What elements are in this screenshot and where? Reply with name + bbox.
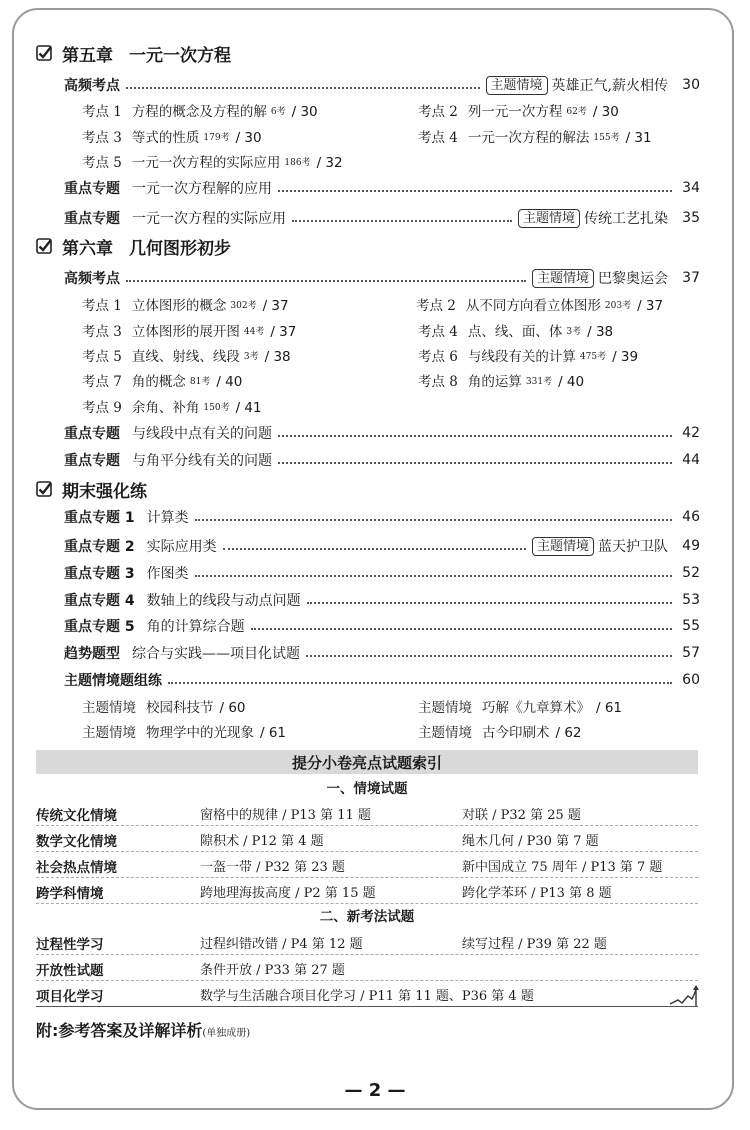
checkbox-icon [36, 481, 52, 497]
toc-title: 一元一次方程解的应用 [132, 181, 272, 197]
scene-title: 物理学中的光现象 [146, 725, 254, 741]
kp-count: 186考 [284, 158, 311, 168]
theme-badge: 主题情境 [532, 537, 594, 556]
index-item: 数学与生活融合项目化学习 / P11 第 11 题、P36 第 4 题 [200, 989, 534, 1004]
leader-dots [126, 87, 480, 89]
toc-row-final-4[interactable] [64, 589, 700, 611]
kp-ch6-4[interactable] [418, 320, 613, 340]
leader-dots [223, 548, 526, 550]
scene-page: / 62 [555, 725, 582, 741]
index-item: 窗格中的规律 / P13 第 11 题 [200, 808, 371, 823]
kp-count: 150考 [203, 403, 230, 413]
kp-ch5-2[interactable] [418, 100, 619, 120]
index-row[interactable] [36, 852, 698, 878]
leader-dots [195, 519, 672, 521]
index-section-1-heading: 一、情境试题 [326, 781, 408, 797]
kp-page: / 39 [612, 349, 639, 365]
chapter-title: 期末强化练 [62, 481, 147, 502]
chapter-title: 一元一次方程 [129, 45, 231, 66]
toc-label: 重点专题 [64, 211, 120, 227]
index-item: 一盔一带 / P32 第 23 题 [200, 860, 345, 875]
kp-label: 考点 3 [82, 324, 122, 340]
toc-title: 与角平分线有关的问题 [132, 453, 272, 469]
kp-count: 6考 [270, 107, 286, 117]
index-item: 对联 / P32 第 25 题 [462, 808, 581, 823]
index-section-2-heading: 二、新考法试题 [319, 909, 415, 925]
theme-text: 传统工艺扎染 [584, 211, 668, 227]
kp-count: 179考 [203, 133, 230, 143]
leader-dots [126, 280, 526, 282]
kp-count: 331考 [525, 377, 553, 387]
theme-text: 蓝天护卫队 [598, 539, 668, 555]
kp-ch6-8[interactable] [418, 370, 584, 390]
kp-count: 475考 [579, 352, 607, 362]
kp-page: / 31 [625, 130, 652, 146]
toc-title: 角的计算综合题 [146, 619, 245, 635]
kp-ch6-9[interactable] [82, 396, 262, 416]
index-row[interactable] [36, 955, 698, 981]
toc-row-final-5[interactable] [64, 615, 700, 637]
toc-title: 数轴上的线段与动点问题 [146, 593, 301, 609]
kp-title: 立体图形的展开图 [131, 324, 240, 340]
toc-page: 53 [682, 592, 700, 608]
kp-title: 直线、射线、线段 [131, 349, 240, 365]
index-category: 传统文化情境 [36, 808, 117, 824]
toc-page: 52 [682, 565, 700, 581]
toc-row-ch6-zt1[interactable] [64, 422, 700, 444]
index-category: 社会热点情境 [36, 860, 117, 876]
kp-title: 角的概念 [131, 374, 186, 390]
kp-label: 考点 6 [418, 349, 458, 365]
chapter-5-heading [36, 40, 231, 66]
toc-page: 42 [682, 425, 700, 441]
kp-label: 考点 8 [418, 374, 458, 390]
scene-3[interactable] [82, 721, 286, 741]
scene-title: 巧解《九章算术》 [482, 700, 590, 716]
toc-label: 趋势题型 [64, 646, 120, 662]
toc-page: 55 [682, 618, 700, 634]
chapter-number: 第六章 [62, 238, 113, 259]
kp-count: 155考 [593, 133, 620, 143]
kp-ch5-5[interactable] [82, 151, 343, 171]
toc-label: 重点专题 1 [64, 510, 135, 526]
appendix-note [36, 1018, 250, 1041]
kp-title: 立体图形的概念 [131, 298, 227, 314]
toc-page: 49 [682, 538, 700, 554]
page-number: — 2 — [344, 1080, 406, 1101]
index-item: 绳木几何 / P30 第 7 题 [462, 834, 599, 849]
kp-title: 从不同方向看立体图形 [465, 298, 601, 314]
kp-label: 考点 5 [82, 349, 122, 365]
kp-count: 3考 [566, 327, 582, 337]
index-category: 过程性学习 [36, 937, 104, 953]
final-review-heading [36, 476, 147, 502]
kp-label: 考点 3 [82, 130, 122, 146]
scene-label: 主题情境 [418, 725, 472, 741]
kp-title: 一元一次方程的实际应用 [131, 155, 281, 171]
toc-page: 57 [682, 645, 700, 661]
appendix-sub: (单独成册) [202, 1028, 251, 1039]
scene-title: 校园科技节 [146, 700, 214, 716]
kp-ch6-6[interactable] [418, 345, 638, 365]
leader-dots [278, 462, 672, 464]
kp-page: / 37 [262, 298, 289, 314]
kp-page: / 38 [587, 324, 614, 340]
toc-title: 综合与实践——项目化试题 [132, 646, 300, 662]
theme-text: 巴黎奥运会 [598, 271, 668, 287]
index-category: 跨学科情境 [36, 886, 104, 902]
toc-label: 重点专题 [64, 453, 120, 469]
kp-count: 62考 [566, 107, 587, 117]
kp-title: 点、线、面、体 [467, 324, 563, 340]
index-row[interactable] [36, 981, 698, 1007]
leader-dots [251, 628, 672, 630]
toc-page: 46 [682, 509, 700, 525]
kp-ch6-1[interactable] [82, 294, 289, 314]
kp-label: 考点 1 [82, 104, 122, 120]
theme-text: 英雄正气,薪火相传 [551, 78, 668, 94]
toc-row-final-6[interactable] [64, 642, 700, 664]
kp-ch5-1[interactable] [82, 100, 318, 120]
index-item: 跨化学苯环 / P13 第 8 题 [462, 886, 612, 901]
leader-dots [278, 435, 672, 437]
trend-arrow-icon [668, 984, 702, 1008]
kp-count: 44考 [243, 327, 265, 337]
kp-count: 81考 [189, 377, 211, 387]
toc-title: 计算类 [146, 510, 189, 526]
kp-ch6-2[interactable] [416, 294, 663, 314]
kp-page: / 32 [316, 155, 343, 171]
index-item: 过程纠错改错 / P4 第 12 题 [200, 937, 363, 952]
leader-dots [306, 655, 672, 657]
toc-page: 30 [682, 77, 700, 93]
kp-label: 考点 4 [418, 324, 458, 340]
index-title: 提分小卷亮点试题索引 [291, 753, 442, 772]
leader-dots [292, 220, 512, 222]
index-item: 新中国成立 75 周年 / P13 第 7 题 [462, 860, 663, 875]
toc-title: 与线段中点有关的问题 [132, 426, 272, 442]
index-row[interactable] [36, 800, 698, 826]
scene-4[interactable] [418, 721, 582, 741]
index-row[interactable] [36, 929, 698, 955]
leader-dots [195, 575, 672, 577]
kp-label: 考点 1 [82, 298, 122, 314]
theme-badge: 主题情境 [486, 76, 548, 95]
kp-title: 余角、补角 [131, 400, 200, 416]
toc-row-ch5-hf[interactable] [64, 74, 700, 96]
kp-page: / 30 [592, 104, 619, 120]
toc-label: 高频考点 [64, 271, 120, 287]
toc-page: 37 [682, 270, 700, 286]
scene-page: / 61 [260, 725, 287, 741]
toc-label: 重点专题 [64, 426, 120, 442]
toc-title: 作图类 [146, 566, 189, 582]
toc-page: 35 [682, 210, 700, 226]
kp-title: 角的运算 [467, 374, 522, 390]
toc-label: 主题情境题组练 [64, 673, 162, 689]
scene-label: 主题情境 [82, 725, 136, 741]
toc-row-final-2[interactable] [64, 535, 700, 557]
chapter-number: 第五章 [62, 45, 113, 66]
toc-title: 一元一次方程的实际应用 [132, 211, 286, 227]
leader-dots [307, 602, 672, 604]
kp-title: 方程的概念及方程的解 [131, 104, 267, 120]
toc-page: 60 [682, 672, 700, 688]
toc-label: 重点专题 2 [64, 539, 135, 555]
kp-label: 考点 5 [82, 155, 122, 171]
kp-title: 列一元一次方程 [467, 104, 563, 120]
kp-title: 一元一次方程的解法 [467, 130, 590, 146]
toc-row-final-3[interactable] [64, 562, 700, 584]
appendix-main: 附:参考答案及详解详析 [36, 1021, 203, 1040]
scene-1[interactable] [82, 696, 246, 716]
index-title-band [36, 750, 698, 774]
toc-page: 44 [682, 452, 700, 468]
kp-page: / 37 [270, 324, 297, 340]
index-row[interactable] [36, 878, 698, 904]
index-item: 跨地理海拔高度 / P2 第 15 题 [200, 886, 376, 901]
kp-ch6-3[interactable] [82, 320, 296, 340]
toc-row-ch5-zt1[interactable] [64, 177, 700, 199]
toc-row-ch5-zt2[interactable] [64, 207, 700, 229]
scene-page: / 60 [219, 700, 246, 716]
toc-label: 高频考点 [64, 78, 120, 94]
kp-count: 302考 [230, 301, 257, 311]
checkbox-icon [36, 238, 52, 254]
kp-page: / 41 [235, 400, 262, 416]
toc-label: 重点专题 4 [64, 593, 135, 609]
scene-label: 主题情境 [418, 700, 472, 716]
kp-label: 考点 9 [82, 400, 122, 416]
index-category: 数学文化情境 [36, 834, 117, 850]
index-item: 条件开放 / P33 第 27 题 [200, 963, 345, 978]
kp-page: / 38 [264, 349, 291, 365]
toc-page: 34 [682, 180, 700, 196]
checkbox-icon [36, 45, 52, 61]
chapter-title: 几何图形初步 [129, 238, 231, 259]
kp-page: / 30 [291, 104, 318, 120]
kp-ch6-5[interactable] [82, 345, 291, 365]
kp-page: / 30 [235, 130, 262, 146]
kp-label: 考点 2 [418, 104, 458, 120]
toc-row-ch6-zt2[interactable] [64, 449, 700, 471]
toc-label: 重点专题 5 [64, 619, 135, 635]
theme-badge: 主题情境 [518, 209, 580, 228]
kp-ch5-3[interactable] [82, 126, 262, 146]
toc-row-final-7[interactable] [64, 669, 700, 691]
toc-row-final-1[interactable] [64, 506, 700, 528]
kp-page: / 40 [558, 374, 585, 390]
toc-title: 实际应用类 [146, 539, 217, 555]
kp-page: / 40 [216, 374, 243, 390]
kp-count: 3考 [243, 352, 259, 362]
scene-title: 古今印刷术 [482, 725, 550, 741]
scene-label: 主题情境 [82, 700, 136, 716]
kp-title: 等式的性质 [131, 130, 200, 146]
index-category: 项目化学习 [36, 989, 104, 1005]
index-row[interactable] [36, 826, 698, 852]
leader-dots [278, 190, 672, 192]
index-item: 续写过程 / P39 第 22 题 [462, 937, 607, 952]
scene-page: / 61 [596, 700, 623, 716]
kp-ch6-7[interactable] [82, 370, 242, 390]
toc-row-ch6-hf[interactable] [64, 267, 700, 289]
kp-ch5-4[interactable] [418, 126, 652, 146]
toc-label: 重点专题 3 [64, 566, 135, 582]
index-item: 隙积术 / P12 第 4 题 [200, 834, 324, 849]
kp-label: 考点 4 [418, 130, 458, 146]
kp-count: 203考 [604, 301, 632, 311]
scene-2[interactable] [418, 696, 622, 716]
index-category: 开放性试题 [36, 963, 104, 979]
kp-label: 考点 7 [82, 374, 122, 390]
kp-label: 考点 2 [416, 298, 456, 314]
theme-badge: 主题情境 [532, 269, 594, 288]
chapter-6-heading [36, 233, 231, 259]
kp-title: 与线段有关的计算 [467, 349, 576, 365]
kp-page: / 37 [637, 298, 664, 314]
toc-label: 重点专题 [64, 181, 120, 197]
leader-dots [168, 682, 672, 684]
